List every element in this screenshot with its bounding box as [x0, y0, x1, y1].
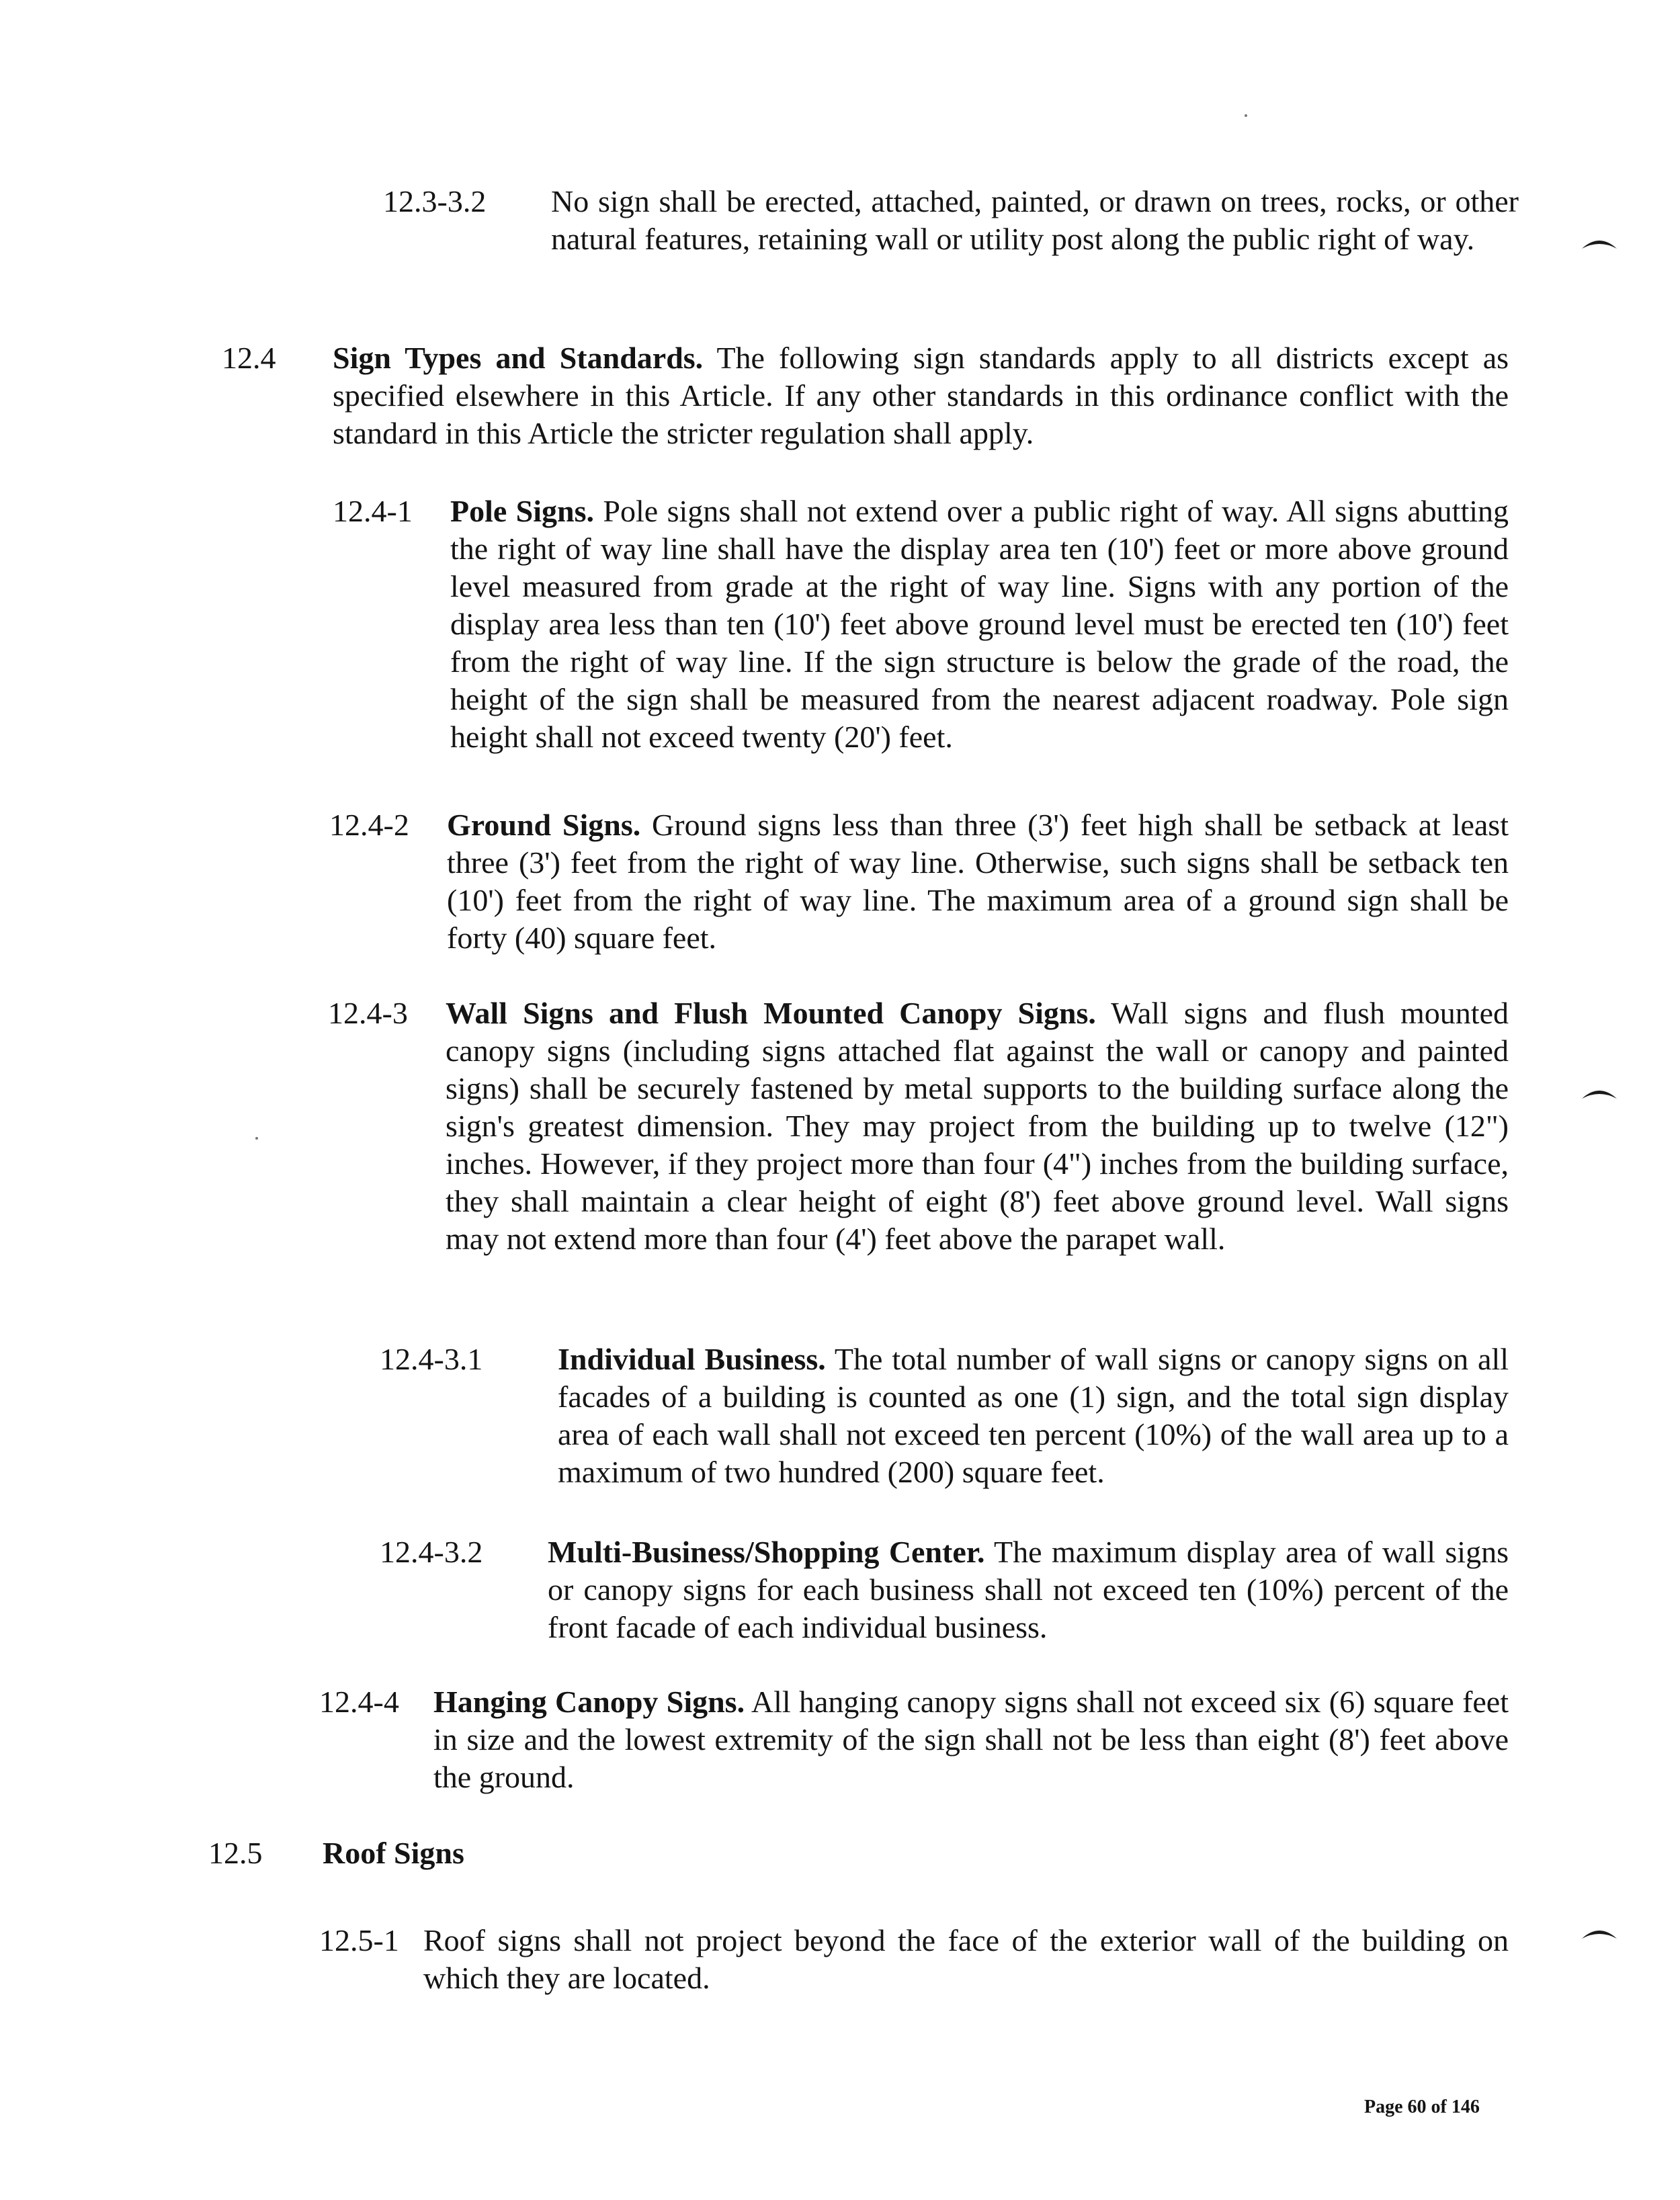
- section-number: 12.4-3: [328, 996, 408, 1030]
- section-body: No sign shall be erected, attached, painted, or drawn on trees, rocks, or other natural features, retaining wall or utility post along the public right of way.: [551, 184, 1519, 256]
- section-number: 12.5-1: [319, 1923, 399, 1957]
- scan-speck: [255, 1137, 258, 1140]
- binder-mark-icon: [1581, 1085, 1618, 1100]
- section-text: [447, 806, 1509, 957]
- section-text: [423, 1922, 1509, 1997]
- section-body: All hanging canopy signs shall not exceed six (6) square feet in size and the lowest extremity of the sign shall not be less than eight (8') feet above the ground.: [433, 1685, 1509, 1794]
- section-body: The following sign standards apply to all districts except as specified elsewhere in this Article. If any other standards in this ordinance conflict with the standard in this Article the stricter regulation shall apply.: [333, 341, 1509, 450]
- section-number: 12.4-1: [333, 494, 413, 528]
- section-number: 12.4-3.2: [380, 1535, 483, 1569]
- section-text: [333, 339, 1509, 452]
- section-number: 12.3-3.2: [383, 184, 487, 218]
- section-text: [323, 1834, 1300, 1872]
- section-title: Ground Signs.: [447, 808, 641, 842]
- section-body: Wall signs and flush mounted canopy signs (including signs attached flat against the wall or canopy and painted signs) shall be securely fastened by metal supports to the building surface along the sign's greatest dimension. They may project from the building up to twelve (12") inches. However, if they project more than four (4") inches from the building surface, they shall maintain a clear height of eight (8') feet above ground level. Wall signs may not extend more than four (4') feet above the parapet wall.: [446, 996, 1509, 1256]
- section-title: Pole Signs.: [450, 494, 595, 528]
- section-text: [450, 493, 1509, 756]
- scan-speck: [1245, 114, 1247, 117]
- binder-mark-icon: [1581, 1925, 1618, 1940]
- section-title: Roof Signs: [323, 1836, 464, 1870]
- section-number: 12.4-2: [329, 808, 409, 842]
- binder-mark-icon: [1581, 235, 1618, 250]
- section-number: 12.5: [208, 1836, 263, 1870]
- section-body: Pole signs shall not extend over a public right of way. All signs abutting the right of way line shall have the display area ten (10') feet or more above ground level measured from grade at the right of way line. Signs with any portion of the display area less than ten (10') feet above ground level must be erected ten (10') feet from the right of way line. If the sign structure is below the grade of the road, the height of the sign shall be measured from the nearest adjacent roadway. Pole sign height shall not exceed twenty (20') feet.: [450, 494, 1509, 754]
- section-title: Multi-Business/Shopping Center.: [548, 1535, 985, 1569]
- section-title: Wall Signs and Flush Mounted Canopy Signs.: [446, 996, 1096, 1030]
- section-body: Roof signs shall not project beyond the face of the exterior wall of the building on which they are located.: [423, 1923, 1509, 1995]
- section-body: The total number of wall signs or canopy signs on all facades of a building is counted as one (1) sign, and the total sign display area of each wall shall not exceed ten percent (10%) of the wall area up to a maximum of two hundred (200) square feet.: [558, 1342, 1509, 1489]
- section-text: [551, 183, 1519, 258]
- section-text: [446, 995, 1509, 1258]
- page-number: Page 60 of 146: [1364, 2097, 1480, 2117]
- section-title: Hanging Canopy Signs.: [433, 1685, 745, 1719]
- section-text: [558, 1341, 1509, 1491]
- section-title: Individual Business.: [558, 1342, 826, 1376]
- section-text: [548, 1533, 1509, 1646]
- section-number: 12.4-3.1: [380, 1342, 483, 1376]
- section-number: 12.4: [222, 341, 276, 375]
- section-number: 12.4-4: [319, 1685, 399, 1719]
- section-body: Ground signs less than three (3') feet high shall be setback at least three (3') feet from the right of way line. Otherwise, such signs shall be setback ten (10') feet from the right of way line. The maximum area of a ground sign shall be forty (40) square feet.: [447, 808, 1509, 955]
- section-text: [433, 1683, 1509, 1796]
- section-body: The maximum display area of wall signs or canopy signs for each business shall not exceed ten (10%) percent of the front facade of each individual business.: [548, 1535, 1509, 1644]
- section-title: Sign Types and Standards.: [333, 341, 704, 375]
